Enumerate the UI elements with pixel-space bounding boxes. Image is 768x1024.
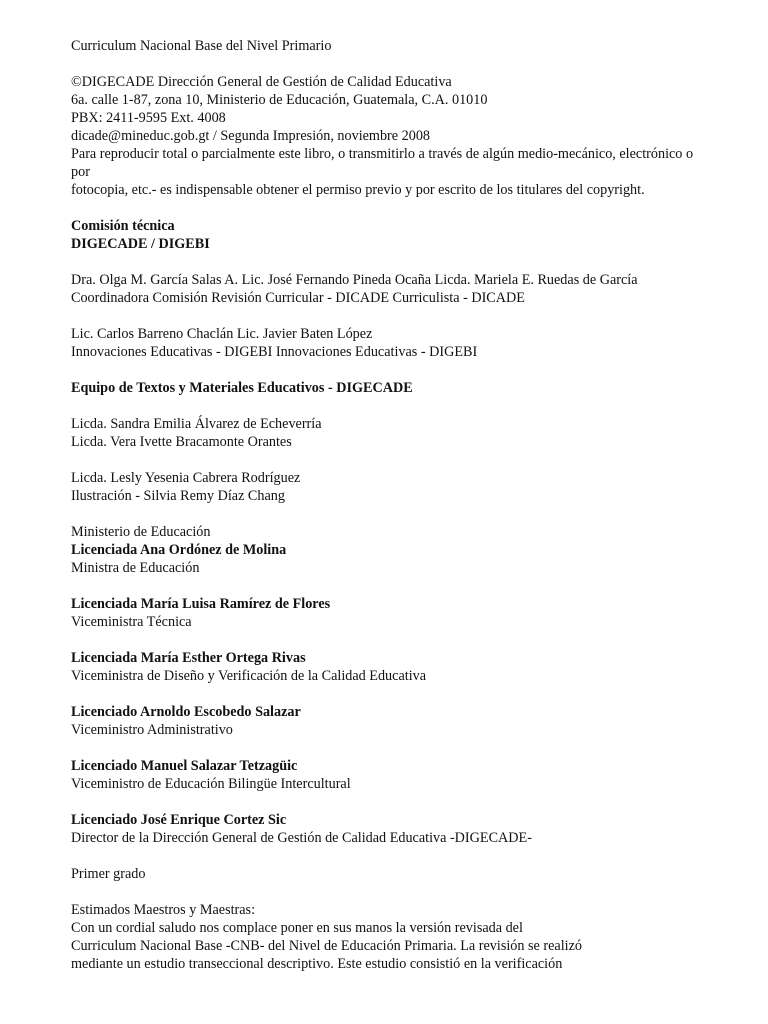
official-name: Licenciada María Esther Ortega Rivas xyxy=(71,650,306,666)
illustration-credit: Ilustración - Silvia Remy Díaz Chang xyxy=(71,488,285,504)
publisher-email-edition: dicade@mineduc.gob.gt / Segunda Impresión, noviembre 2008 xyxy=(71,128,431,144)
spacer xyxy=(71,631,741,649)
commission-subheading: DIGECADE / DIGEBI xyxy=(71,236,210,252)
commission-group2-names: Lic. Carlos Barreno Chaclán Lic. Javier Baten López xyxy=(71,326,373,342)
grade-label: Primer grado xyxy=(71,866,146,882)
team-member: Licda. Lesly Yesenia Cabrera Rodríguez xyxy=(71,470,301,486)
publisher-phone: PBX: 2411-9595 Ext. 4008 xyxy=(71,110,226,126)
official-name: Licenciado Manuel Salazar Tetzagüic xyxy=(71,758,298,774)
commission-group2-roles: Innovaciones Educativas - DIGEBI Innovaciones Educativas - DIGEBI xyxy=(71,344,478,360)
official-name: Licenciado Arnoldo Escobedo Salazar xyxy=(71,704,301,720)
letter-line: Con un cordial saludo nos complace poner en sus manos la versión revisada del xyxy=(71,920,523,936)
spacer xyxy=(71,739,741,757)
spacer xyxy=(71,199,741,217)
letter-line: mediante un estudio transeccional descriptivo. Este estudio consistió en la verificación xyxy=(71,956,563,972)
spacer xyxy=(71,361,741,379)
ministry-label: Ministerio de Educación xyxy=(71,524,211,540)
commission-group1-roles: Coordinadora Comisión Revisión Curricular - DICADE Curriculista - DICADE xyxy=(71,290,525,306)
team-heading: Equipo de Textos y Materiales Educativos - DIGECADE xyxy=(71,380,413,396)
spacer xyxy=(71,505,741,523)
spacer xyxy=(71,451,741,469)
official-role: Viceministra de Diseño y Verificación de la Calidad Educativa xyxy=(71,668,427,684)
official-role: Viceministra Técnica xyxy=(71,614,192,630)
commission-heading: Comisión técnica xyxy=(71,218,175,234)
spacer xyxy=(71,793,741,811)
official-name: Licenciado José Enrique Cortez Sic xyxy=(71,812,287,828)
document-title: Curriculum Nacional Base del Nivel Primario xyxy=(71,38,332,54)
official-role: Director de la Dirección General de Gestión de Calidad Educativa -DIGECADE- xyxy=(71,830,532,846)
official-role: Viceministro de Educación Bilingüe Intercultural xyxy=(71,776,351,792)
spacer xyxy=(71,55,741,73)
publisher-address: 6a. calle 1-87, zona 10, Ministerio de Educación, Guatemala, C.A. 01010 xyxy=(71,92,488,108)
spacer xyxy=(71,307,741,325)
official-role: Ministra de Educación xyxy=(71,560,200,576)
official-name: Licenciada Ana Ordónez de Molina xyxy=(71,542,287,558)
publisher-name: ©DIGECADE Dirección General de Gestión de Calidad Educativa xyxy=(71,74,452,90)
official-role: Viceministro Administrativo xyxy=(71,722,233,738)
spacer xyxy=(71,883,741,901)
official-name: Licenciada María Luisa Ramírez de Flores xyxy=(71,596,331,612)
rights-notice-line-2: por xyxy=(71,164,90,180)
team-member: Licda. Vera Ivette Bracamonte Orantes xyxy=(71,434,292,450)
rights-notice-line-1: Para reproducir total o parcialmente este libro, o transmitirlo a través de algún medio-mecánico, electrónico o xyxy=(71,146,694,162)
team-member: Licda. Sandra Emilia Álvarez de Echeverría xyxy=(71,416,322,432)
letter-line: Curriculum Nacional Base -CNB- del Nivel de Educación Primaria. La revisión se realizó xyxy=(71,938,582,954)
letter-greeting: Estimados Maestros y Maestras: xyxy=(71,902,256,918)
spacer xyxy=(71,577,741,595)
spacer xyxy=(71,847,741,865)
rights-notice-line-3: fotocopia, etc.- es indispensable obtener el permiso previo y por escrito de los titulares del copyright. xyxy=(71,182,645,198)
spacer xyxy=(71,685,741,703)
document-page xyxy=(71,37,741,973)
spacer xyxy=(71,397,741,415)
commission-group1-names: Dra. Olga M. García Salas A. Lic. José Fernando Pineda Ocaña Licda. Mariela E. Ruedas de García xyxy=(71,272,638,288)
spacer xyxy=(71,253,741,271)
